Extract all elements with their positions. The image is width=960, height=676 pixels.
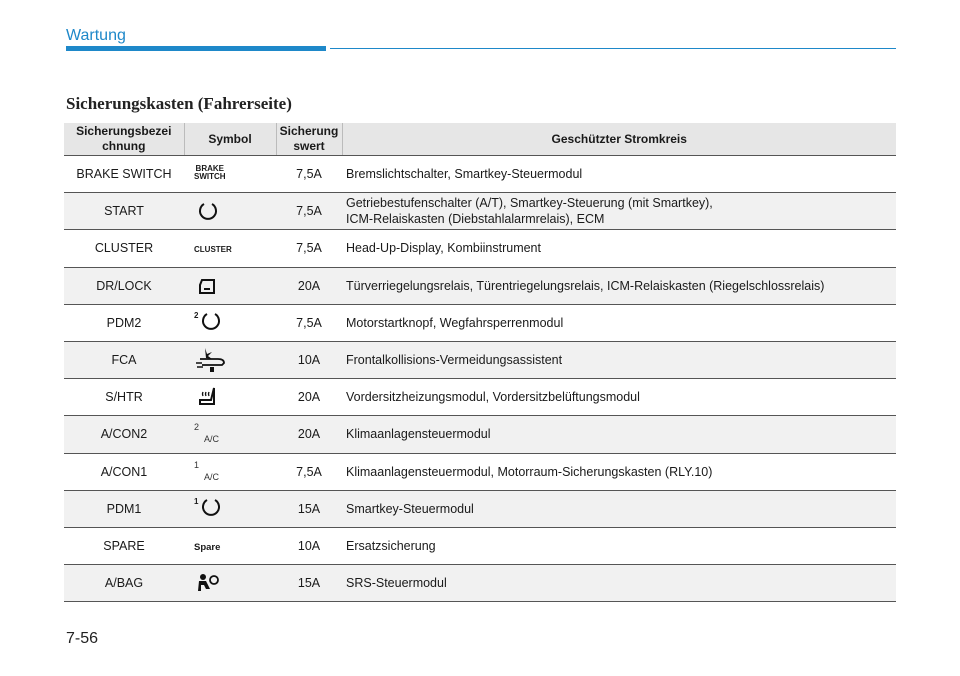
table-row — [64, 267, 896, 304]
airbag-symbol — [184, 565, 276, 602]
table-row — [64, 565, 896, 602]
fca-icon — [194, 347, 228, 373]
cluster-symbol — [184, 230, 276, 267]
fuse-circuit: Ersatzsicherung — [342, 527, 896, 564]
fuse-name: A/BAG — [64, 565, 184, 602]
pdm2-symbol — [184, 304, 276, 341]
spare-symbol — [184, 527, 276, 564]
table-row — [64, 527, 896, 564]
header-name: Sicherungsbezei chnung — [64, 123, 184, 156]
fuse-rating: 7,5A — [276, 193, 342, 230]
fuse-circuit: Klimaanlagensteuermodul — [342, 416, 896, 453]
table-header-row — [64, 123, 896, 156]
fuse-circuit: Smartkey-Steuermodul — [342, 490, 896, 527]
fuse-rating: 15A — [276, 490, 342, 527]
fuse-circuit: Getriebestufenschalter (A/T), Smartkey-Steuerung (mit Smartkey), ICM-Relaiskasten (Diebstahlalarmrelais), ECM — [342, 193, 896, 230]
brake-switch-label: BRAKE SWITCH — [194, 164, 226, 182]
header-rating: Sicherung swert — [276, 123, 342, 156]
fuse-table — [64, 123, 896, 602]
fca-symbol — [184, 341, 276, 378]
fuse-circuit: Türverriegelungsrelais, Türentriegelungsrelais, ICM-Relaiskasten (Riegelschlossrelais) — [342, 267, 896, 304]
fuse-circuit: SRS-Steuermodul — [342, 565, 896, 602]
fuse-rating: 7,5A — [276, 453, 342, 490]
table-row — [64, 490, 896, 527]
fuse-rating: 10A — [276, 341, 342, 378]
fuse-name: SPARE — [64, 527, 184, 564]
start-symbol — [184, 193, 276, 230]
spare-label: Spare — [194, 541, 221, 553]
door-lock-symbol — [184, 267, 276, 304]
section-bar — [66, 46, 326, 51]
header-symbol: Symbol — [184, 123, 276, 156]
ac1-symbol — [184, 453, 276, 490]
fuse-rating: 15A — [276, 565, 342, 602]
seat-heater-symbol — [184, 379, 276, 416]
pdm1-symbol — [184, 490, 276, 527]
start-icon — [194, 200, 222, 222]
fuse-rating: 7,5A — [276, 230, 342, 267]
fuse-rating: 20A — [276, 267, 342, 304]
pdm1-icon — [199, 496, 223, 518]
fuse-rating: 20A — [276, 416, 342, 453]
fuse-circuit: Frontalkollisions-Vermeidungsassistent — [342, 341, 896, 378]
fuse-name: BRAKE SWITCH — [64, 156, 184, 193]
fuse-circuit: Klimaanlagensteuermodul, Motorraum-Sicherungskasten (RLY.10) — [342, 453, 896, 490]
pdm1-superscript: 1 — [194, 496, 199, 506]
fuse-name: CLUSTER — [64, 230, 184, 267]
header-circuit: Geschützter Stromkreis — [342, 123, 896, 156]
table-row — [64, 341, 896, 378]
fuse-circuit: Head-Up-Display, Kombiinstrument — [342, 230, 896, 267]
table-row — [64, 453, 896, 490]
table-row — [64, 379, 896, 416]
door-lock-icon — [194, 275, 222, 297]
ac1-icon: 1 A/C — [194, 459, 220, 482]
section-label: Wartung — [66, 27, 126, 44]
brake-switch-symbol — [184, 156, 276, 193]
pdm2-icon — [199, 310, 223, 332]
fuse-rating: 7,5A — [276, 156, 342, 193]
table-row — [64, 156, 896, 193]
cluster-label: CLUSTER — [194, 245, 232, 255]
fuse-rating: 20A — [276, 379, 342, 416]
pdm2-superscript: 2 — [194, 310, 199, 320]
fuse-circuit: Motorstartknopf, Wegfahrsperrenmodul — [342, 304, 896, 341]
table-row — [64, 193, 896, 230]
fuse-name: FCA — [64, 341, 184, 378]
section-divider — [330, 48, 896, 49]
fuse-name: S/HTR — [64, 379, 184, 416]
fuse-rating: 10A — [276, 527, 342, 564]
fuse-name: PDM1 — [64, 490, 184, 527]
airbag-icon — [194, 572, 222, 594]
fuse-name: A/CON1 — [64, 453, 184, 490]
table-row — [64, 230, 896, 267]
ac2-icon: 2 A/C — [194, 422, 220, 445]
seat-heater-icon — [194, 386, 222, 408]
fuse-circuit: Bremslichtschalter, Smartkey-Steuermodul — [342, 156, 896, 193]
fuse-name: PDM2 — [64, 304, 184, 341]
page-title: Sicherungskasten (Fahrerseite) — [66, 94, 292, 113]
ac2-symbol — [184, 416, 276, 453]
fuse-circuit: Vordersitzheizungsmodul, Vordersitzbelüftungsmodul — [342, 379, 896, 416]
page-number: 7-56 — [66, 630, 99, 647]
fuse-name: DR/LOCK — [64, 267, 184, 304]
table-row — [64, 304, 896, 341]
fuse-name: START — [64, 193, 184, 230]
table-row — [64, 416, 896, 453]
fuse-name: A/CON2 — [64, 416, 184, 453]
fuse-rating: 7,5A — [276, 304, 342, 341]
